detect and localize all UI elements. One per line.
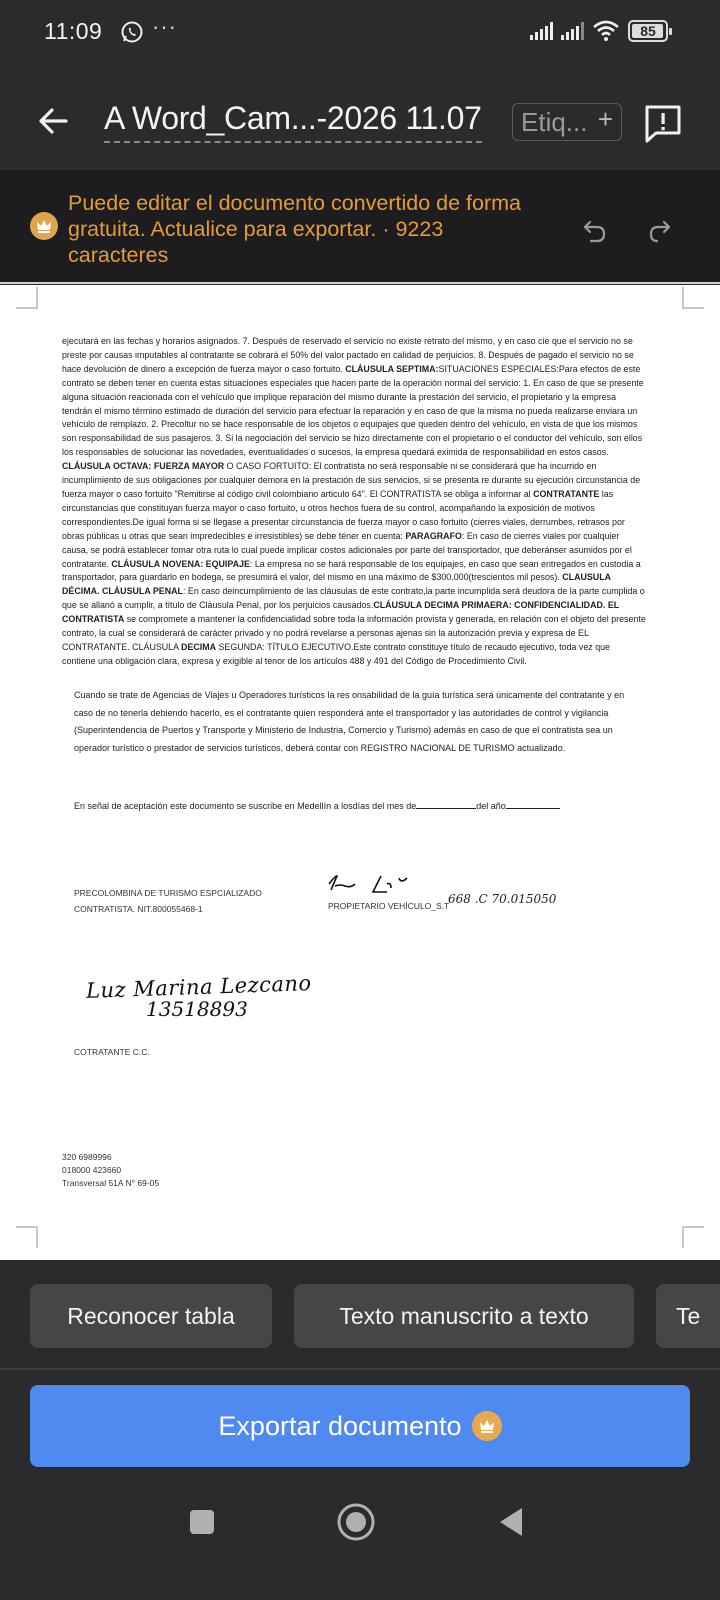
status-bar: [0, 0, 720, 64]
handwritten-signature-name: Luz Marina Lezcano: [85, 971, 312, 1003]
clause-text: ejecutará en las fechas y horarios asignados. 7. Después de reservado el servicio no existe retrato del mismo, y en caso cie que el servicio no se preste por causas imputables al contratante se cobrará el 50% del valor pactado en calidad de perjuicios. 8. Después de pagado el servicio no se hace devolución de dinero a excepción de fuerza mayor o caso fortuito.: [62, 336, 634, 374]
clause-heading: CLÁUSULA DECIMA PRIMAERA: CONFIDENCIALIDAD. EL CONTRATISTA: [62, 600, 620, 625]
signal-2-icon: [561, 22, 584, 40]
status-time: 11:09: [44, 18, 103, 44]
acceptance-middle: del año: [476, 801, 506, 811]
premium-crown-icon: [472, 1411, 502, 1441]
back-arrow-icon[interactable]: [36, 104, 70, 138]
recents-square-icon[interactable]: [188, 1508, 216, 1536]
app-header: [0, 64, 720, 170]
phone-2: 018000 423660: [62, 1165, 122, 1175]
bottom-action-panel: [0, 1262, 720, 1600]
address: Transversal 51A N° 69-05: [62, 1178, 160, 1188]
export-label: Exportar documento: [218, 1410, 462, 1441]
handwriting-to-text-button[interactable]: Texto manuscrito a texto: [294, 1284, 634, 1348]
contract-clauses-text[interactable]: [62, 335, 646, 669]
recognize-table-button[interactable]: Reconocer tabla: [30, 1284, 272, 1348]
more-tool-button[interactable]: Te: [656, 1284, 720, 1348]
clause-heading: CLÁUSULA SEPTIMA:: [345, 363, 439, 374]
more-dots-icon: ···: [152, 14, 177, 39]
undo-icon[interactable]: [580, 216, 610, 246]
tag-button[interactable]: [512, 103, 622, 141]
clause-text: SEGUNDA: TÍTULO EJECUTIVO.Este contrato constituye título de recaudo ejecutivo, toda vez que contiene una obligación clara, expresa y exigible al tenor de los artículos 488 y 491 del Código de Procedimiento Civil.: [62, 641, 610, 666]
year-blank[interactable]: [506, 799, 560, 809]
clause-text: las circunstancias que constituyan fuerza mayor o caso fortuito, u otros hechos fuera de su control, acompañando la exposición de motivos correspondientes.De igual forma si se llegase a presentar circunstancia de fuerza mayor o caso fortuito (cierres viales, derrumbes, retrasos por obras públicas u otras que sean impredecibles e irresistibles) se debe téner en cuenta:: [62, 488, 625, 541]
phone-1: 320 6989996: [62, 1152, 112, 1162]
owner-signature-scribble: [325, 870, 445, 900]
handwritten-id-number: 13518893: [146, 997, 248, 1021]
whatsapp-icon: [120, 20, 144, 44]
contractor-nit: CONTRATISTA. NIT.800055468-1: [74, 904, 203, 914]
clause-heading: CLÁUSULA NOVENA: EQUIPAJE: [111, 558, 250, 569]
acceptance-prefix: En señal de aceptación este documento se suscribe en Medellín a losdías del mes de: [74, 801, 417, 811]
status-icons: [530, 20, 668, 42]
clause-text: O CASO FORTUITO: El contratista no será responsable ni se considerará que ha incurrido en incumplimiento de sus obligaciones por cualquier demora en la prestación de sus servicios, si se presenta re durante su ejecución circunstancia de fuerza mayor o caso fortuito "Remitirse al código civil colombiano articulo 64". El CONTRATISTA se obliga a informar al: [62, 461, 641, 499]
document-title[interactable]: A Word_Cam...-2026 11.07: [104, 100, 482, 143]
page-corner-mark: [682, 1226, 704, 1248]
clause-text: SITUACIONES ESPECIALES:Para efectos de este contrato se deben tener en cuenta estas situaciones especiales que hacen parte de la operación normal del servicio: 1. En caso de que se presente alguna situación reacionada con el vehículo que implique reparación del mismo durante la prestación del servicio, el propietario y la empresa tendrán el mismo término estimado de duración del servicio para efectuar la reparación y en caso de que la misma no pueda realizarse enviara un vehículo de remplazo. 2. Precoltur no se hace responsable de los objetos o equipajes que queden dentro del vehículo, en vista de que los mismos son responsabilidad de sus pasajeros. 3. Si la negociación del servicio se hizo directamente con el propietario o el conductor del vehículo, son ellos los responsables de solucionar las novedades, eventualidades o sucesos, la empresa quedará eximida de responsabilidad en estos casos.: [62, 363, 644, 458]
export-document-button[interactable]: [30, 1385, 690, 1467]
clause-text: : En caso de cierres viales por cualquier causa, se podrá establecer tomar otra ruta lo cual puede implicar costos adicionales por parte del transportador, que deberánser asumidos por el contratante.: [62, 530, 632, 569]
page-corner-mark: [682, 287, 704, 309]
page-corner-mark: [16, 287, 38, 309]
contractor-signature-block: [74, 885, 262, 917]
banner-message[interactable]: Puede editar el documento convertido de forma gratuita. Actualice para exportar. · 9223 caracteres: [68, 191, 521, 267]
clauses-paragraph: [62, 335, 646, 669]
battery-indicator: [628, 20, 668, 42]
clause-text: se compromete a mantener la confidencialidad sobre toda la información provista y generada, en relación con el objeto del presente contrato, la cual se considerará de carácter privado y no podrá revelarse a personas ajenas sin la autorización previa y expresa de EL CONTRATANTE. CLÁUSULA: [62, 614, 646, 652]
document-footer: [62, 1151, 159, 1190]
clause-text: : La empresa no se hará responsable de los equipajes, en caso que sean entregados en custodia a transportador, para guardarlo en bodega, se presumirá el valor, del mismo en una máximo de $300.000(trescientos mil pesos).: [62, 558, 641, 583]
owner-handwritten-id: 668 .C 70.015050: [448, 892, 557, 906]
clause-text: : En caso deincumplimiento de las cláusulas de este contrato,la parte incumplida será deudora de la parte cumplida o que se allanó a cumplir, a título de Cláusula Penal, por los perjuicios causados.: [62, 586, 645, 611]
panel-divider: [0, 1368, 720, 1370]
report-feedback-icon[interactable]: [644, 104, 682, 144]
home-circle-icon[interactable]: [336, 1502, 376, 1542]
document-page[interactable]: [0, 285, 720, 1260]
plus-icon: +: [597, 104, 613, 134]
acceptance-line[interactable]: [74, 799, 560, 811]
owner-signature-label: PROPIETARIO VEHÍCULO_S.T: [328, 901, 450, 911]
tourism-paragraph[interactable]: Cuando se trate de Agencias de Viajes u Operadores turísticos la res onsabilidad de la guía turística será únicamente del contratante y en caso de no tenerla debiendo hacerlo, es el contratante quien responderá ante el transportador y las autoridades de control y vigilancia (Superintendencia de Puertos y Transporte y Ministerio de Industria, Comercio y Turismo) además en caso de que el contratista sea un operador turístico o prestador de servicios turísticos, deberá contar con REGISTRO NACIONAL DE TURISMO actualizado.: [74, 690, 625, 753]
clause-heading: CLÁUSULA OCTAVA: FUERZA MAYOR: [62, 461, 225, 472]
page-corner-mark: [16, 1226, 38, 1248]
tag-label: Etiq...: [521, 106, 588, 137]
signal-1-icon: [530, 22, 553, 40]
cotratante-label: COTRATANTE C.C.: [74, 1047, 150, 1057]
clause-heading: CLAUSULA DÉCIMA. CLÁUSULA PENAL: [62, 572, 611, 597]
wifi-icon: [592, 20, 620, 42]
premium-crown-icon: [30, 212, 58, 240]
clause-heading: DECIMA: [181, 641, 217, 652]
back-triangle-icon[interactable]: [496, 1506, 526, 1538]
clause-heading: PARAGRAFO: [405, 530, 462, 541]
battery-percent: 85: [640, 23, 656, 39]
clause-heading: CONTRATANTE: [533, 488, 600, 499]
month-blank[interactable]: [416, 799, 476, 809]
contractor-company: PRECOLOMBINA DE TURISMO ESPCIALIZADO: [74, 888, 262, 898]
upgrade-banner: [0, 170, 720, 284]
redo-icon[interactable]: [644, 216, 674, 246]
